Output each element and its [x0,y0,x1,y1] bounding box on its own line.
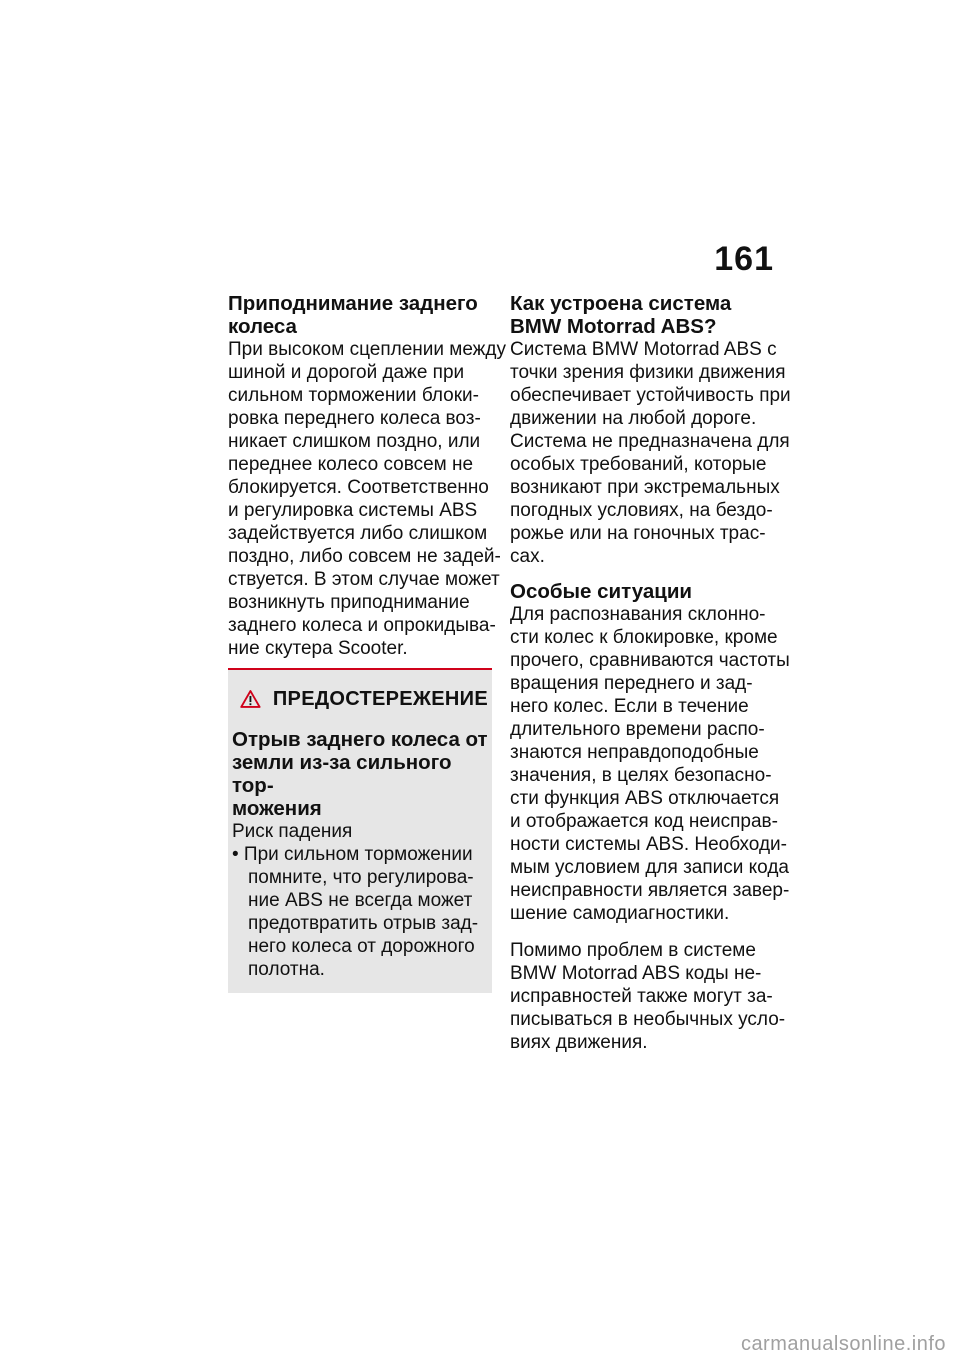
left-column [228,292,506,993]
paragraph-abs: Система BMW Motorrad ABS с точки зрения физики движения обеспечивает устойчивость при движении на любой дороге. Система не предназначена для особых требований, которые возникают при экстремальных погодных условиях, на бездо- рожье или на гоночных трас- сах. [510,339,791,567]
warning-triangle-icon [240,684,261,714]
page-number: 161 [714,240,774,278]
section-heading-rear-lift: Приподнимание заднего колеса [228,292,478,338]
section-heading-abs: Как устроена система BMW Motorrad ABS? [510,292,732,338]
warning-subheading: Отрыв заднего колеса от земли из-за сильного тор- можения [232,728,488,820]
paragraph-other-codes: Помимо проблем в системе BMW Motorrad ABS коды не- исправностей также могут за- писываться в необычных усло- виях движения. [510,940,786,1053]
right-column [510,292,791,1054]
warning-box [228,670,492,993]
warning-risk: Риск падения [232,821,353,842]
section-heading-special: Особые ситуации [510,580,693,603]
watermark-text: carmanualsonline.info [740,1333,946,1355]
paragraph-rear-lift: При высоком сцеплении между шиной и дорогой даже при сильном торможении блоки- ровка переднего колеса воз- никает слишком поздно, или переднее колесо совсем не блокируется. Соответственно и регулировка системы ABS задействуется либо слишком поздно, либо совсем не задей- ствуется. В этом случае может возникнуть приподнимание заднего колеса и опрокидыва- ние скутера Scooter. [228,339,506,659]
paragraph-special: Для распознавания склонно- сти колес к блокировке, кроме прочего, сравниваются частоты вращения переднего и зад- него колес. Если в течение длительного времени распо- знаются неправдоподобные значения, в целях безопасно- сти функция ABS отключается и отображается код неисправ- ности системы ABS. Необходи- мым условием для записи кода неисправности является завер- шение самодиагностики. [510,604,790,924]
warning-header [232,684,488,714]
warning-bullet: • При сильном торможении помните, что регулирова- ние ABS не всегда может предотвратить отрыв зад- него колеса от дорожного полотна. [232,844,479,980]
warning-title: ПРЕДОСТЕРЕЖЕНИЕ [272,687,488,710]
